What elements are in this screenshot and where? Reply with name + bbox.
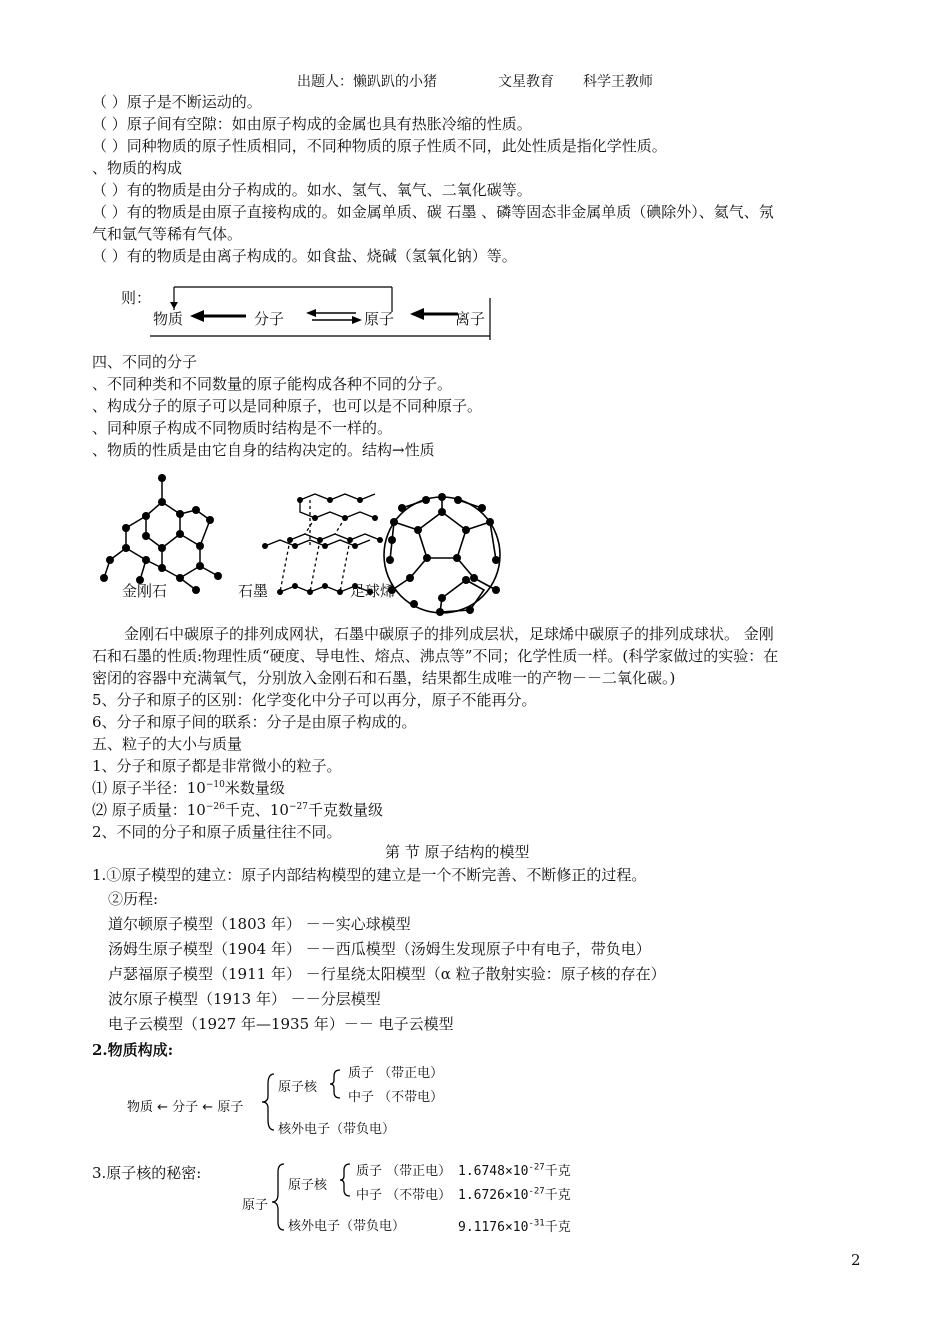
text-line: 、同种原子构成不同物质时结构是不一样的。	[92, 419, 393, 437]
section-heading: 四、不同的分子	[92, 353, 198, 371]
text-line: （ ）原子间有空隙：如由原子构成的金属也具有热胀冷缩的性质。	[92, 115, 532, 133]
text-line: （ ）有的物质是由分子构成的。如水、氢气、氧气、二氧化碳等。	[92, 181, 532, 199]
header-org: 文星教育	[498, 74, 554, 90]
text-line: （ ）同种物质的原子性质相同，不同种物质的原子性质不同，此处性质是指化学性质。	[92, 137, 667, 155]
text-line: 气和氩气等稀有气体。	[92, 225, 243, 243]
text-line: 5、分子和原子的区别：化学变化中分子可以再分，原子不能再分。	[92, 691, 537, 709]
model-item: 卢瑟福原子模型（1911 年） －行星绕太阳模型（α 粒子散射实验：原子核的存在）	[108, 965, 666, 983]
section-heading: 五、粒子的大小与质量	[92, 735, 243, 753]
header-author: 出题人：懒趴趴的小猪	[297, 74, 437, 90]
caption-fullerene: 足球烯	[350, 582, 396, 600]
secret-nucleus: 原子核	[288, 1178, 328, 1193]
model-item: 波尔原子模型（1913 年） －－分层模型	[108, 990, 381, 1008]
caption-diamond: 金刚石	[122, 582, 168, 600]
nucleus-secret-title: 3.原子核的秘密:	[92, 1164, 202, 1182]
flow-label-yuanzi: 原子	[364, 310, 395, 328]
text-line: 、物质的构成	[92, 159, 183, 177]
atomic-mass-line: ⑵ 原子质量：$10^{-26}$千克、$10^{-27}$千克数量级	[92, 801, 383, 819]
text-line: （ ）原子是不断运动的。	[92, 93, 262, 111]
composition-electron: 核外电子（带负电）	[278, 1122, 396, 1137]
text-line: （ ）有的物质是由离子构成的。如食盐、烧碱（氢氧化钠）等。	[92, 247, 517, 265]
page-number: 2	[851, 1251, 861, 1269]
text-line: （ ）有的物质是由原子直接构成的。如金属单质、碳 石墨 、磷等固态非金属单质（碘除外）、氦气、氖	[92, 203, 774, 221]
text-line: ②历程:	[108, 890, 159, 908]
neutron-mass: $1.6726\times 10^{-27}$千克	[458, 1186, 571, 1203]
model-item: 汤姆生原子模型（1904 年） －－西瓜模型（汤姆生发现原子中有电子，带负电）	[108, 940, 651, 958]
text-line: 金刚石中碳原子的排列成网状，石墨中碳原子的排列成层状，足球烯中碳原子的排列成球状。 金刚	[124, 625, 774, 643]
text-line: 6、分子和原子间的联系：分子是由原子构成的。	[92, 713, 417, 731]
composition-main: 物质 ← 分子 ← 原子	[127, 1100, 244, 1115]
model-item: 道尔顿原子模型（1803 年） －－实心球模型	[108, 915, 411, 933]
secret-atom: 原子	[242, 1198, 269, 1213]
flow-label-lizi: 离子	[455, 310, 486, 328]
atomic-radius-line: ⑴ 原子半径：$10^{-10}$米数量级	[92, 779, 285, 797]
proton-mass: $1.6748\times 10^{-27}$千克	[458, 1162, 571, 1179]
composition-neutron: 中子 （不带电）	[348, 1090, 444, 1105]
text-line: 、不同种类和不同数量的原子能构成各种不同的分子。	[92, 375, 453, 393]
section-title: 第 节 原子结构的模型	[385, 843, 530, 861]
text-line: 、物质的性质是由它自身的结构决定的。结构→性质	[92, 441, 435, 459]
text-line: 、构成分子的原子可以是同种原子，也可以是不同种原子。	[92, 397, 483, 415]
text-line: 1、分子和原子都是非常微小的粒子。	[92, 757, 342, 775]
electron-mass: $9.1176\times 10^{-31}$千克	[458, 1218, 571, 1235]
text-line: 2、不同的分子和原子质量往往不同。	[92, 823, 342, 841]
secret-neutron: 中子 （不带电）	[356, 1188, 452, 1203]
secret-proton: 质子 （带正电）	[356, 1164, 452, 1179]
composition-nucleus: 原子核	[278, 1080, 318, 1095]
flow-label-wuzhi: 物质	[153, 310, 184, 328]
model-item: 电子云模型（1927 年—1935 年）－－ 电子云模型	[108, 1015, 454, 1033]
secret-electron: 核外电子（带负电）	[288, 1219, 406, 1234]
caption-graphite: 石墨	[238, 582, 269, 600]
text-line: 1.①原子模型的建立：原子内部结构模型的建立是一个不断完善、不断修正的过程。	[92, 866, 647, 884]
text-line: 石和石墨的性质:物理性质“硬度、导电性、熔点、沸点等”不同；化学性质一样。(科学家做过的实验：在	[92, 647, 779, 665]
composition-proton: 质子 （带正电）	[348, 1066, 444, 1081]
flow-label-fenzi: 分子	[254, 310, 285, 328]
composition-title: 2.物质构成:	[92, 1041, 174, 1059]
flow-label-ze: 则：	[121, 289, 152, 307]
text-line: 密闭的容器中充满氧气，分别放入金刚石和石墨，结果都生成唯一的产物－－二氧化碳。)	[92, 669, 676, 687]
header-teacher: 科学王教师	[583, 74, 653, 90]
